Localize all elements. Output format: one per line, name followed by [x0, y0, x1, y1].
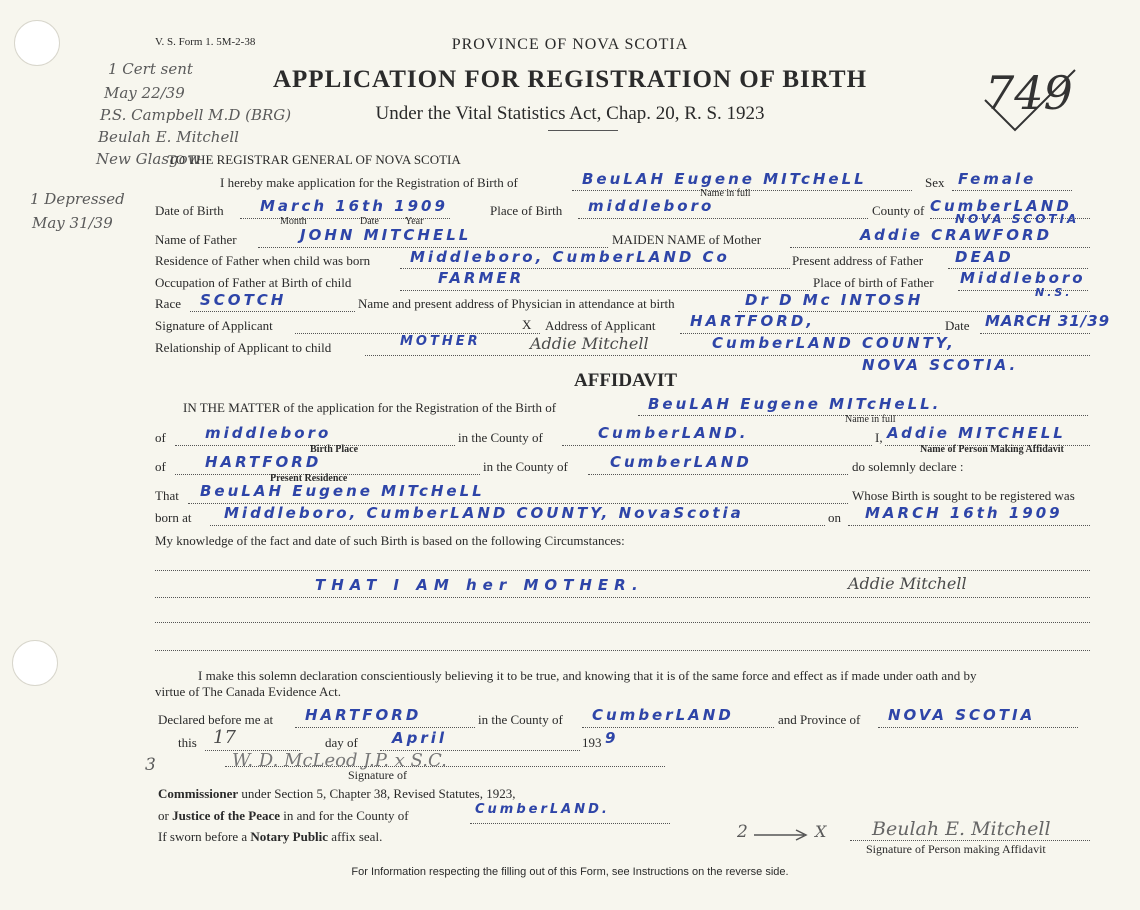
present-residence-label: Present Residence — [270, 473, 348, 484]
father-name: JOHN MITCHELL — [300, 226, 472, 244]
father-birthplace-label: Place of birth of Father — [813, 275, 934, 290]
margin-note-physician: P.S. Campbell M.D (BRG) — [100, 106, 292, 124]
form-subtitle: Under the Vital Statistics Act, Chap. 20, R. S. 1923 — [375, 103, 765, 124]
whose-birth-label: Whose Birth is sought to be registered was — [852, 488, 1075, 503]
born-on-value: MARCH 16th 1909 — [865, 504, 1063, 522]
affiant-mark-number: 2 — [737, 822, 748, 842]
declared-at: HARTFORD — [305, 706, 422, 724]
affiant-signature: Beulah E. Mitchell — [872, 818, 1051, 840]
or-label: or — [158, 808, 169, 823]
county-value: CumberLAND — [930, 197, 1072, 215]
declared-province-label: and Province of — [778, 712, 861, 727]
applicant-address-value: HARTFORD, — [690, 312, 815, 330]
affidavit-intro: IN THE MATTER of the application for the Registration of the Birth of — [183, 400, 557, 415]
applicant-signature-label: Signature of Applicant — [155, 318, 273, 333]
relationship-label: Relationship of Applicant to child — [155, 340, 332, 355]
occupation-value: FARMER — [438, 269, 525, 287]
physician-value: Dr D Mc INTOSH — [745, 291, 924, 309]
that-label: That — [155, 488, 179, 503]
declare-label: do solemnly declare : — [852, 459, 964, 474]
application-intro: I hereby make application for the Registration of Birth of — [220, 175, 518, 190]
deponent-label: Name of Person Making Affidavit — [920, 444, 1064, 455]
affidavit-county: CumberLAND. — [598, 424, 749, 442]
margin-note-deposited-date: May 31/39 — [32, 214, 113, 232]
born-on-label: on — [828, 510, 841, 525]
knowledge-label: My knowledge of the fact and date of such Birth is based on the following Circumstances: — [155, 533, 625, 548]
affidavit-of-label: of — [155, 430, 166, 445]
declared-day: 17 — [213, 727, 236, 748]
declaration-text-2: virtue of The Canada Evidence Act. — [155, 684, 342, 699]
commissioner-text: under Section 5, Chapter 38, Revised Statutes, 1923, — [241, 786, 516, 801]
circumstance-signature: Addie Mitchell — [848, 574, 967, 593]
declared-county-label: in the County of — [478, 712, 563, 727]
punch-hole-bottom — [12, 640, 58, 686]
relationship-signature: Addie Mitchell — [530, 334, 649, 353]
relationship-address-province: NOVA SCOTIA. — [862, 356, 1019, 374]
born-at-label: born at — [155, 510, 192, 525]
declared-county: CumberLAND — [592, 706, 734, 724]
physician-label: Name and present address of Physician in attendance at birth — [358, 296, 675, 311]
present-address-label: Present address of Father — [792, 253, 924, 268]
father-birthplace-value: Middleboro — [960, 269, 1086, 287]
declared-province: NOVA SCOTIA — [888, 706, 1036, 724]
deponent-name: Addie MITCHELL — [887, 424, 1066, 442]
date-label: Date — [360, 216, 379, 227]
footer-note: For Information respecting the filling out of this Form, see Instructions on the reverse side. — [351, 866, 789, 878]
affidavit-i-label: I, — [875, 430, 883, 445]
month-label: Month — [280, 216, 307, 227]
race-value: SCOTCH — [200, 291, 287, 309]
occupation-label: Occupation of Father at Birth of child — [155, 275, 352, 290]
county-label: County of — [872, 203, 925, 218]
affidavit-county-2: CumberLAND — [610, 453, 752, 471]
father-label: Name of Father — [155, 232, 237, 247]
residence-label: Residence of Father when child was born — [155, 253, 371, 268]
sex-label: Sex — [925, 175, 945, 190]
declared-month: April — [392, 729, 448, 747]
county-note: NOVA SCOTIA — [955, 212, 1080, 226]
margin-note-town: New Glasgow — [96, 150, 201, 168]
margin-number-3: 3 — [145, 755, 156, 775]
place-of-birth-value: middleboro — [588, 197, 715, 215]
affidavit-birthplace: middleboro — [205, 424, 332, 442]
title-rule — [548, 130, 618, 131]
commissioner-signature: W. D. McLeod J.P. x S.C. — [232, 750, 447, 771]
commissioner-line — [158, 786, 515, 802]
province-heading: PROVINCE OF NOVA SCOTIA — [451, 36, 689, 53]
notary-line — [158, 829, 382, 845]
jp-label: Justice of the Peace — [172, 808, 281, 823]
sex-value: Female — [958, 170, 1037, 188]
affidavit-of-label-2: of — [155, 459, 166, 474]
affiant-mark: X — [815, 822, 827, 841]
circumstance-text: THAT I AM her MOTHER. — [315, 576, 644, 594]
affidavit-residence: HARTFORD — [205, 453, 322, 471]
declaration-text-1: I make this solemn declaration conscientiously believing it to be true, and knowing that it is of the same force and effect as if made under oath and by — [198, 668, 977, 683]
father-birthplace-note: N.S. — [1035, 286, 1073, 299]
applicant-address-label: Address of Applicant — [545, 318, 656, 333]
margin-note-cert-sent: 1 Cert sent — [108, 60, 193, 78]
birthplace-label: Birth Place — [310, 444, 359, 455]
day-of-label: day of — [325, 735, 358, 750]
declared-label: Declared before me at — [158, 712, 274, 727]
affidavit-child-name: BeuLAH Eugene MITcHeLL. — [648, 395, 942, 413]
residence-value: Middleboro, CumberLAND Co — [410, 248, 730, 266]
notary-prefix: If sworn before a — [158, 829, 248, 844]
jp-text: in and for the County of — [283, 808, 409, 823]
declared-year-suffix: 9 — [605, 729, 619, 747]
year-prefix: 193 — [582, 735, 602, 750]
born-at-value: Middleboro, CumberLAND COUNTY, NovaScotia — [224, 504, 744, 522]
place-of-birth-label: Place of Birth — [490, 203, 563, 218]
form-title: APPLICATION FOR REGISTRATION OF BIRTH — [272, 66, 868, 93]
registration-checkmark — [980, 60, 1090, 150]
commissioner-label: Commissioner — [158, 786, 239, 801]
affidavit-heading: AFFIDAVIT — [574, 370, 678, 391]
dob-value: March 16th 1909 — [260, 197, 448, 215]
affidavit-county-label: in the County of — [458, 430, 543, 445]
application-date-value: MARCH 31/39 — [985, 312, 1111, 330]
subject-name: BeuLAH Eugene MITcHeLL — [200, 482, 485, 500]
form-id: V. S. Form 1. 5M-2-38 — [155, 36, 256, 48]
addressee: TO THE REGISTRAR GENERAL OF NOVA SCOTIA — [168, 152, 461, 167]
name-in-full-label: Name in full — [700, 188, 751, 199]
notary-label: Notary Public — [250, 829, 329, 844]
jp-county: CumberLAND. — [475, 802, 610, 817]
year-label: Year — [405, 216, 424, 227]
affiant-label: Signature of Person making Affidavit — [866, 842, 1046, 856]
child-name: BeuLAH Eugene MITcHeLL — [582, 170, 867, 188]
mother-maiden-value: Addie CRAWFORD — [860, 226, 1053, 244]
application-date-label: Date — [945, 318, 970, 333]
margin-note-deposited: 1 Depressed — [30, 190, 125, 208]
signature-of-label: Signature of — [348, 768, 407, 782]
notary-suffix: affix seal. — [331, 829, 383, 844]
jp-line — [158, 808, 409, 824]
dob-label: Date of Birth — [155, 203, 224, 218]
mother-maiden-label: MAIDEN NAME of Mother — [612, 232, 762, 247]
affidavit-county-label-2: in the County of — [483, 459, 568, 474]
race-label: Race — [155, 296, 181, 311]
margin-note-name: Beulah E. Mitchell — [98, 128, 239, 146]
relationship-address: CumberLAND COUNTY, — [712, 334, 956, 352]
affiant-arrow — [752, 828, 812, 842]
applicant-signature-mark: X — [522, 317, 532, 332]
affidavit-name-in-full-label: Name in full — [845, 414, 896, 425]
margin-note-date: May 22/39 — [104, 84, 185, 102]
registration-number: 749 — [985, 66, 1073, 120]
present-address-value: DEAD — [955, 248, 1014, 266]
relationship-value: MOTHER — [400, 334, 481, 349]
this-label: this — [178, 735, 197, 750]
